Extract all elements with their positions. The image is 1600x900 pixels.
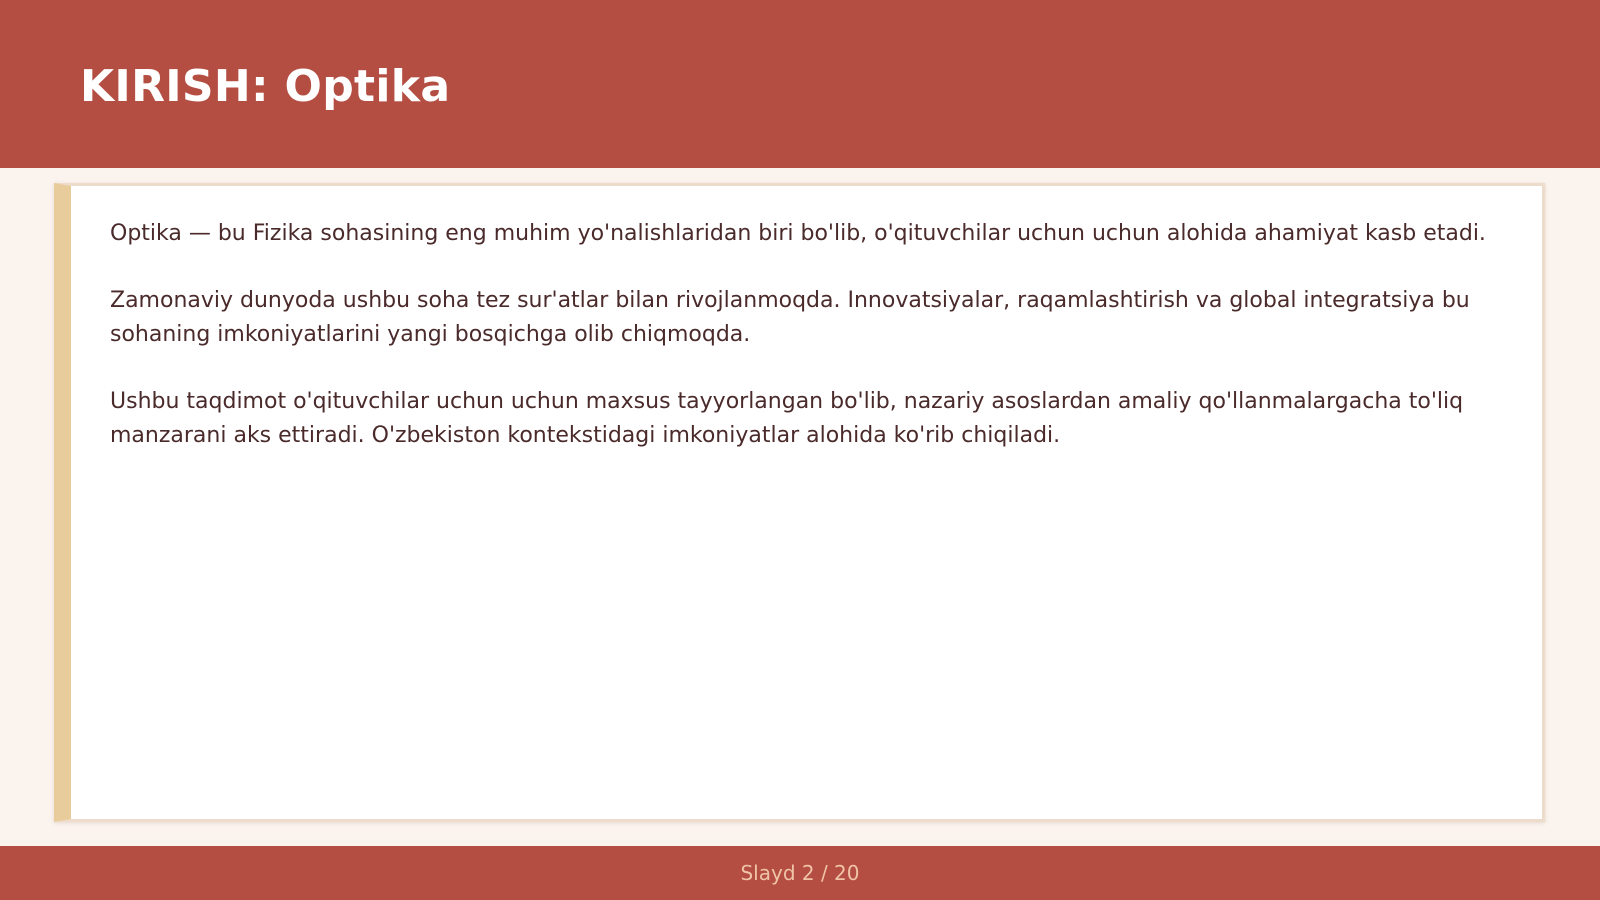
paragraph-presentation-purpose: Ushbu taqdimot o'qituvchilar uchun uchun maxsus tayyorlangan bo'lib, nazariy asoslardan amaliy qo'llanmalargacha to'liq manzarani aks ettiradi. O'zbekiston kontekstidagi imkoniyatlar alohida ko'rib chiqiladi. <box>110 389 1464 448</box>
slide-number: Slayd 2 / 20 <box>740 861 860 885</box>
slide-header <box>0 0 1600 168</box>
content-card <box>54 183 1545 822</box>
slide-title: KIRISH: Optika <box>80 61 451 112</box>
paragraph-intro: Optika — bu Fizika sohasining eng muhim yo'nalishlaridan biri bo'lib, o'qituvchilar uchun uchun alohida ahamiyat kasb etadi. <box>110 221 1486 246</box>
paragraph-modern-world: Zamonaviy dunyoda ushbu soha tez sur'atlar bilan rivojlanmoqda. Innovatsiyalar, raqamlashtirish va global integratsiya bu sohaning imkoniyatlarini yangi bosqichga olib chiqmoqda. <box>110 288 1470 347</box>
slide-footer <box>0 846 1600 900</box>
content-body <box>110 217 1500 486</box>
